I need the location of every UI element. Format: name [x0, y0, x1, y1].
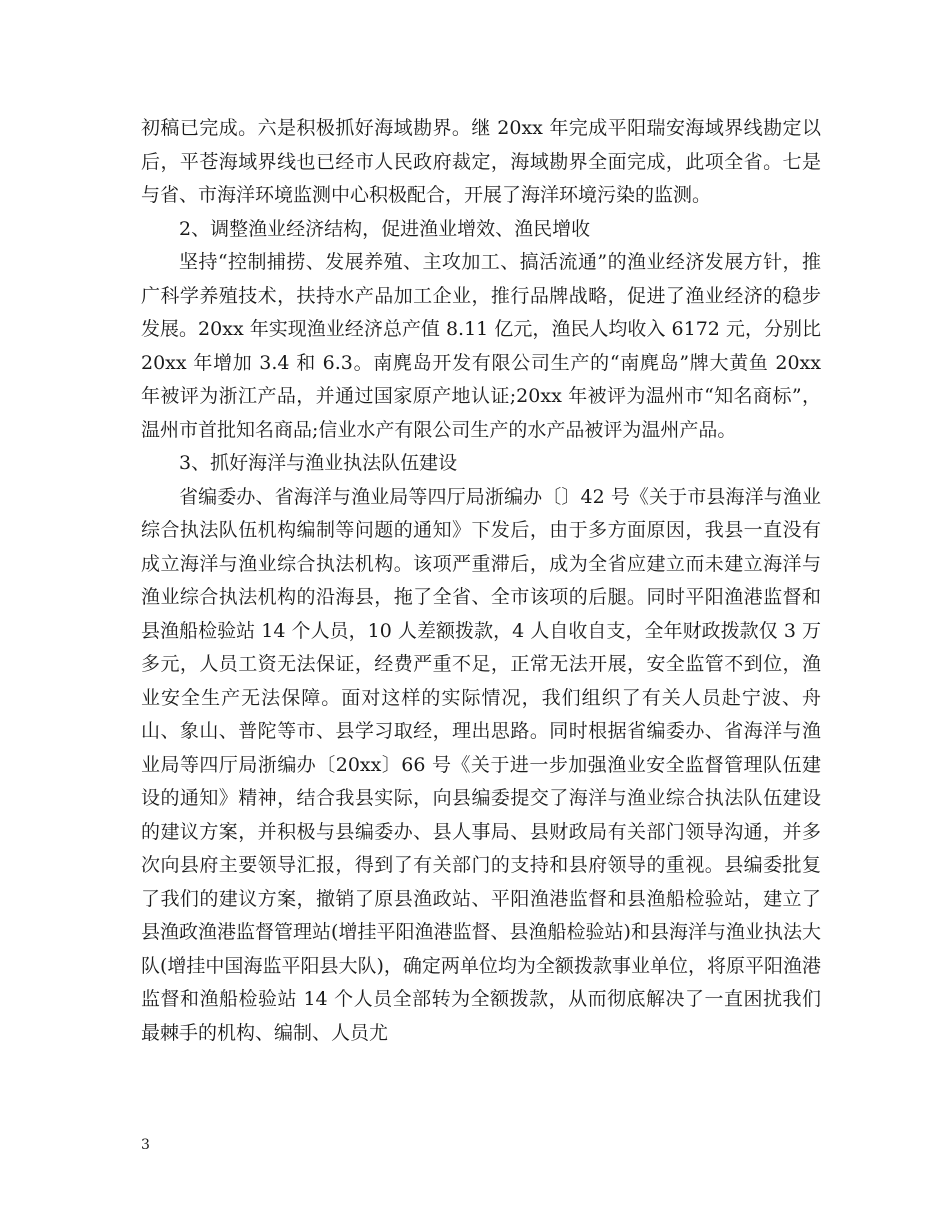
section-heading-2: 2、调整渔业经济结构，促进渔业增效、渔民增收: [179, 217, 591, 240]
document-body: [141, 112, 821, 1050]
paragraph-continuation: 初稿已完成。六是积极抓好海域勘界。继 20xx 年完成平阳瑞安海域界线勘定以后，平苍海域界线也已经市人民政府裁定，海域勘界全面完成，此项全省。七是与省、市海洋环境监测中心积极配合，开展了海洋环境污染的监测。: [141, 117, 821, 206]
page-number: 3: [141, 1137, 150, 1153]
section-heading-3: 3、抓好海洋与渔业执法队伍建设: [179, 452, 458, 474]
paragraph-fishery-economy: 坚持“控制捕捞、发展养殖、主攻加工、搞活流通”的渔业经济发展方针，推广科学养殖技术，扶持水产品加工企业，推行品牌战略，促进了渔业经济的稳步发展。20xx 年实现渔业经济总产值 8.11 亿元，渔民人均收入 6172 元，分别比 20xx 年增加 3.4 和 6.3。南麂岛开发有限公司生产的“南麂岛”牌大黄鱼 20xx 年被评为浙江产品，并通过国家原产地认证;20xx 年被评为温州市“知名商标”，温州市首批知名商品;信业水产有限公司生产的水产品被评为温州产品。: [141, 251, 821, 441]
paragraph-enforcement-team: 省编委办、省海洋与渔业局等四厅局浙编办〔〕42 号《关于市县海洋与渔业综合执法队伍机构编制等问题的通知》下发后，由于多方面原因，我县一直没有成立海洋与渔业综合执法机构。该项严重滞后，成为全省应建立而未建立海洋与渔业综合执法机构的沿海县，拖了全省、全市该项的后腿。同时平阳渔港监督和县渔船检验站 14 个人员，10 人差额拨款，4 人自收自支，全年财政拨款仅 3 万多元，人员工资无法保证，经费严重不足，正常无法开展，安全监管不到位，渔业安全生产无法保障。面对这样的实际情况，我们组织了有关人员赴宁波、舟山、象山、普陀等市、县学习取经，理出思路。同时根据省编委办、省海洋与渔业局等四厅局浙编办〔20xx〕66 号《关于进一步加强渔业安全监督管理队伍建设的通知》精神，结合我县实际，向县编委提交了海洋与渔业综合执法队伍建设的建议方案，并积极与县编委办、县人事局、县财政局有关部门领导沟通，并多次向县府主要领导汇报，得到了有关部门的支持和县府领导的重视。县编委批复了我们的建议方案，撤销了原县渔政站、平阳渔港监督和县渔船检验站，建立了县渔政渔港监督管理站(增挂平阳渔港监督、县渔船检验站)和县海洋与渔业执法大队(增挂中国海监平阳县大队)，确定两单位均为全额拨款事业单位，将原平阳渔港监督和渔船检验站 14 个人员全部转为全额拨款，从而彻底解决了一直困扰我们最棘手的机构、编制、人员尤: [141, 485, 821, 1044]
